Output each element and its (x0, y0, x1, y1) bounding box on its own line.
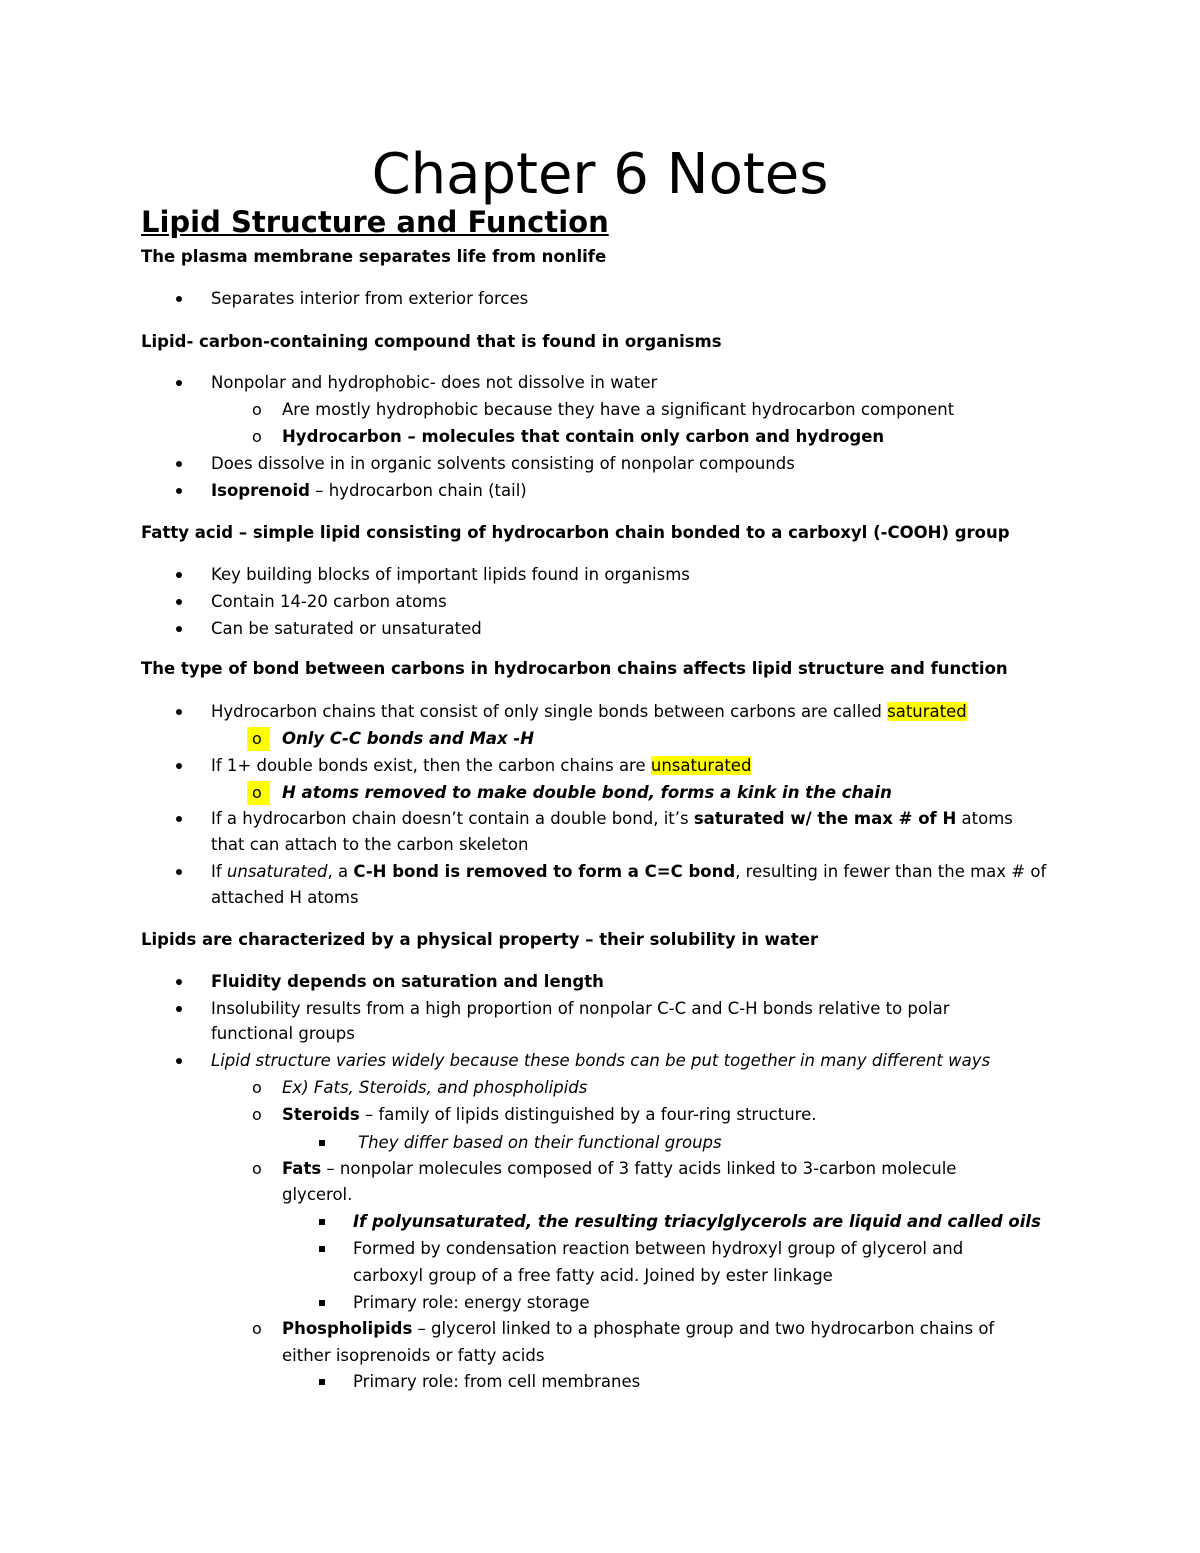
highlighted-term: unsaturated (650, 756, 752, 775)
list-item (211, 754, 751, 778)
list-item: Primary role: energy storage (353, 1293, 590, 1312)
list-item (211, 700, 967, 724)
circle-bullet-icon: o (252, 1105, 262, 1124)
highlighted-term: saturated (887, 702, 967, 721)
topic-line: The type of bond between carbons in hydrocarbon chains affects lipid structure and function (141, 659, 1008, 678)
bullet-icon (176, 380, 182, 386)
list-item (282, 1157, 956, 1181)
bullet-icon (176, 626, 182, 632)
circle-bullet-icon: o (252, 1159, 262, 1178)
list-item (282, 1103, 817, 1127)
list-item: Hydrocarbon – molecules that contain only carbon and hydrogen (282, 427, 885, 446)
topic-line: Lipid- carbon-containing compound that is found in organisms (141, 332, 722, 351)
list-item: If polyunsaturated, the resulting triacylglycerols are liquid and called oils (353, 1212, 1041, 1231)
bullet-icon (176, 572, 182, 578)
definition: – hydrocarbon chain (tail) (309, 481, 527, 500)
list-item-continuation: that can attach to the carbon skeleton (211, 835, 529, 854)
text-run: If 1+ double bonds exist, then the carbon chains are (211, 756, 651, 775)
list-item: They differ based on their functional groups (358, 1133, 722, 1152)
topic-line: Lipids are characterized by a physical property – their solubility in water (141, 930, 819, 949)
circle-bullet-icon: o (247, 727, 270, 751)
list-item: Key building blocks of important lipids found in organisms (211, 565, 690, 584)
term: Steroids (282, 1105, 360, 1124)
bullet-icon (176, 869, 182, 875)
list-item (211, 860, 1046, 884)
page-title: Chapter 6 Notes (371, 142, 829, 207)
list-item: Separates interior from exterior forces (211, 289, 529, 308)
circle-bullet-icon: o (252, 1319, 262, 1338)
text-run: unsaturated (226, 862, 328, 881)
list-item-continuation: either isoprenoids or fatty acids (282, 1346, 545, 1365)
list-item (211, 479, 527, 503)
topic-line: The plasma membrane separates life from nonlife (141, 247, 607, 266)
bullet-icon (176, 1058, 182, 1064)
bullet-icon (176, 816, 182, 822)
term: Isoprenoid (211, 481, 310, 500)
square-bullet-icon (319, 1219, 325, 1225)
bullet-icon (176, 709, 182, 715)
list-item-continuation: glycerol. (282, 1185, 353, 1204)
list-item-continuation: attached H atoms (211, 888, 359, 907)
list-item (211, 807, 1013, 831)
list-item-continuation: functional groups (211, 1024, 355, 1043)
list-item: H atoms removed to make double bond, forms a kink in the chain (282, 783, 892, 802)
list-item: Can be saturated or unsaturated (211, 619, 482, 638)
list-item (282, 1317, 994, 1341)
list-item: Fluidity depends on saturation and length (211, 972, 604, 991)
circle-bullet-icon: o (252, 427, 262, 446)
square-bullet-icon (319, 1246, 325, 1252)
list-item-continuation: carboxyl group of a free fatty acid. Joined by ester linkage (353, 1266, 833, 1285)
bullet-icon (176, 461, 182, 467)
circle-bullet-icon: o (252, 1078, 262, 1097)
list-item: Nonpolar and hydrophobic- does not dissolve in water (211, 373, 658, 392)
list-item: Are mostly hydrophobic because they have a significant hydrocarbon component (282, 400, 955, 419)
bullet-icon (176, 1006, 182, 1012)
bullet-icon (176, 599, 182, 605)
square-bullet-icon (319, 1379, 325, 1385)
square-bullet-icon (319, 1140, 325, 1146)
definition: – family of lipids distinguished by a four-ring structure. (359, 1105, 817, 1124)
list-item: Ex) Fats, Steroids, and phospholipids (282, 1078, 588, 1097)
text-run: C-H bond is removed to form a C=C bond (353, 862, 736, 881)
text-run: If (211, 862, 227, 881)
topic-line: Fatty acid – simple lipid consisting of hydrocarbon chain bonded to a carboxyl (-COOH) group (141, 523, 1010, 542)
bullet-icon (176, 488, 182, 494)
circle-bullet-icon: o (247, 781, 270, 805)
list-item: Insolubility results from a high proportion of nonpolar C-C and C-H bonds relative to polar (211, 999, 950, 1018)
text-run: If a hydrocarbon chain doesn’t contain a double bond, it’s (211, 809, 694, 828)
bullet-icon (176, 763, 182, 769)
bullet-icon (176, 979, 182, 985)
definition: – nonpolar molecules composed of 3 fatty acids linked to 3-carbon molecule (321, 1159, 957, 1178)
list-item: Only C-C bonds and Max -H (282, 729, 535, 748)
definition: – glycerol linked to a phosphate group and two hydrocarbon chains of (412, 1319, 995, 1338)
section-heading: Lipid Structure and Function (141, 205, 609, 239)
list-item: Formed by condensation reaction between hydroxyl group of glycerol and (353, 1239, 964, 1258)
square-bullet-icon (319, 1300, 325, 1306)
text-run: atoms (956, 809, 1013, 828)
text-run: saturated w/ the max # of H (693, 809, 957, 828)
text-run: , resulting in fewer than the max # of (735, 862, 1047, 881)
circle-bullet-icon: o (252, 400, 262, 419)
list-item: Lipid structure varies widely because these bonds can be put together in many different ways (211, 1051, 991, 1070)
list-item: Contain 14-20 carbon atoms (211, 592, 447, 611)
term: Phospholipids (282, 1319, 413, 1338)
text-run: , a (327, 862, 354, 881)
term: Fats (282, 1159, 322, 1178)
list-item: Does dissolve in in organic solvents consisting of nonpolar compounds (211, 454, 795, 473)
text-run: Hydrocarbon chains that consist of only single bonds between carbons are called (211, 702, 888, 721)
bullet-icon (176, 296, 182, 302)
list-item: Primary role: from cell membranes (353, 1372, 641, 1391)
